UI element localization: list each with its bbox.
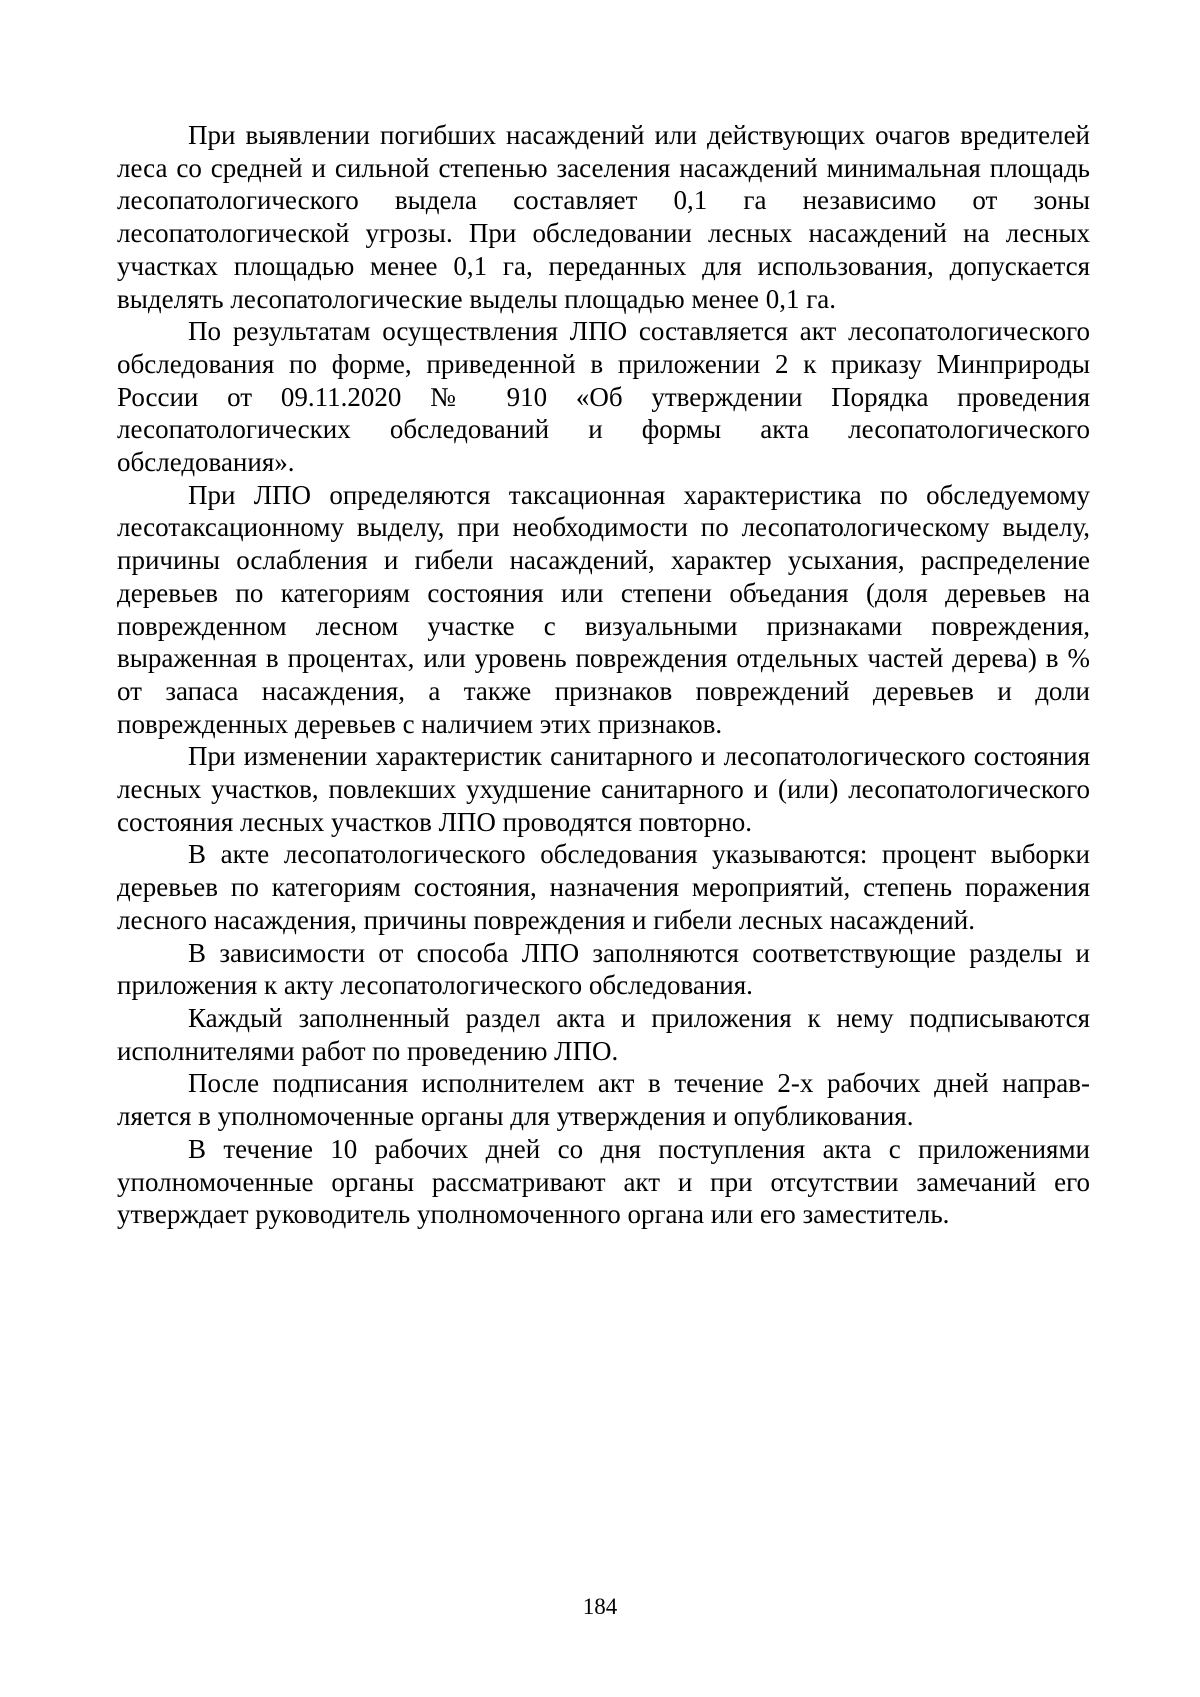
paragraph-act-approval: В течение 10 рабочих дней со дня поступления акта с приложениями уполномоченные органы рассматривают акт и при отсутствии замечаний его утверждает руководитель уполномоченного органа или его заместитель. (117, 1133, 1090, 1230)
paragraph-dead-stands-min-area: При выявлении погибших насаждений или действующих очагов вредителей леса со средней и сильной степенью заселения насаждений минимальная площадь лесопатологического выдела составляет 0,1 га независимо от зоны лесопатологической угрозы. При обследовании лесных насаждений на лесных участках площадью менее 0,1 га, переданных для использования, допускается выделять лесопатологические выделы площадью менее 0,1 га. (117, 120, 1090, 314)
paragraph-signing-sections: Каждый заполненный раздел акта и приложения к нему подписываются исполнителями работ по проведению ЛПО. (117, 1002, 1090, 1066)
paragraph-act-contents: В акте лесопатологического обследования указываются: процент выборки деревьев по категориям состояния, назначения мероприятий, степень поражения лесного насаждения, причины повреждения и гибели лесных насаждений. (117, 839, 1090, 935)
page-number: 184 (582, 1594, 618, 1619)
body-text (117, 119, 1090, 1231)
paragraph-repeat-lpo: При изменении характеристик санитарного и лесопатологического состояния лесных участков, повлекших ухудшение санитарного и (или) лесопатологического состояния лесных участков ЛПО проводятся повторно. (117, 741, 1090, 837)
paragraph-lpo-characteristics: При ЛПО определяются таксационная характеристика по обследуемому лесотаксационному выделу, при необходимости по лесопатологическому выделу, причины ослабления и гибели насаждений, характер усыхания, распределение деревьев по категориям состояния или степени объедания (доля деревьев на поврежденном лесном участке с визуальными признаками повреждения, выраженная в процентах, или уровень повреждения отдельных частей дерева) в % от запаса насаждения, а также признаков повреждений деревьев и доли поврежденных деревьев с наличием этих признаков. (117, 479, 1090, 739)
paragraph-sections-by-method: В зависимости от способа ЛПО заполняются соответствующие разделы и приложения к акту лесопатологического обследования. (117, 937, 1090, 1001)
paragraph-act-submission: После подписания исполнителем акт в течение 2-х рабочих дней направляется в уполномоченные органы для утверждения и опубликования. (117, 1068, 1090, 1132)
paragraph-survey-act: По результатам осуществления ЛПО составляется акт лесопатологического обследования по форме, приведенной в приложении 2 к приказу Минприроды России от 09.11.2020 № 910 «Об утверждении Порядка проведения лесопатологических обследований и формы акта лесопатологического обследования». (117, 316, 1090, 478)
